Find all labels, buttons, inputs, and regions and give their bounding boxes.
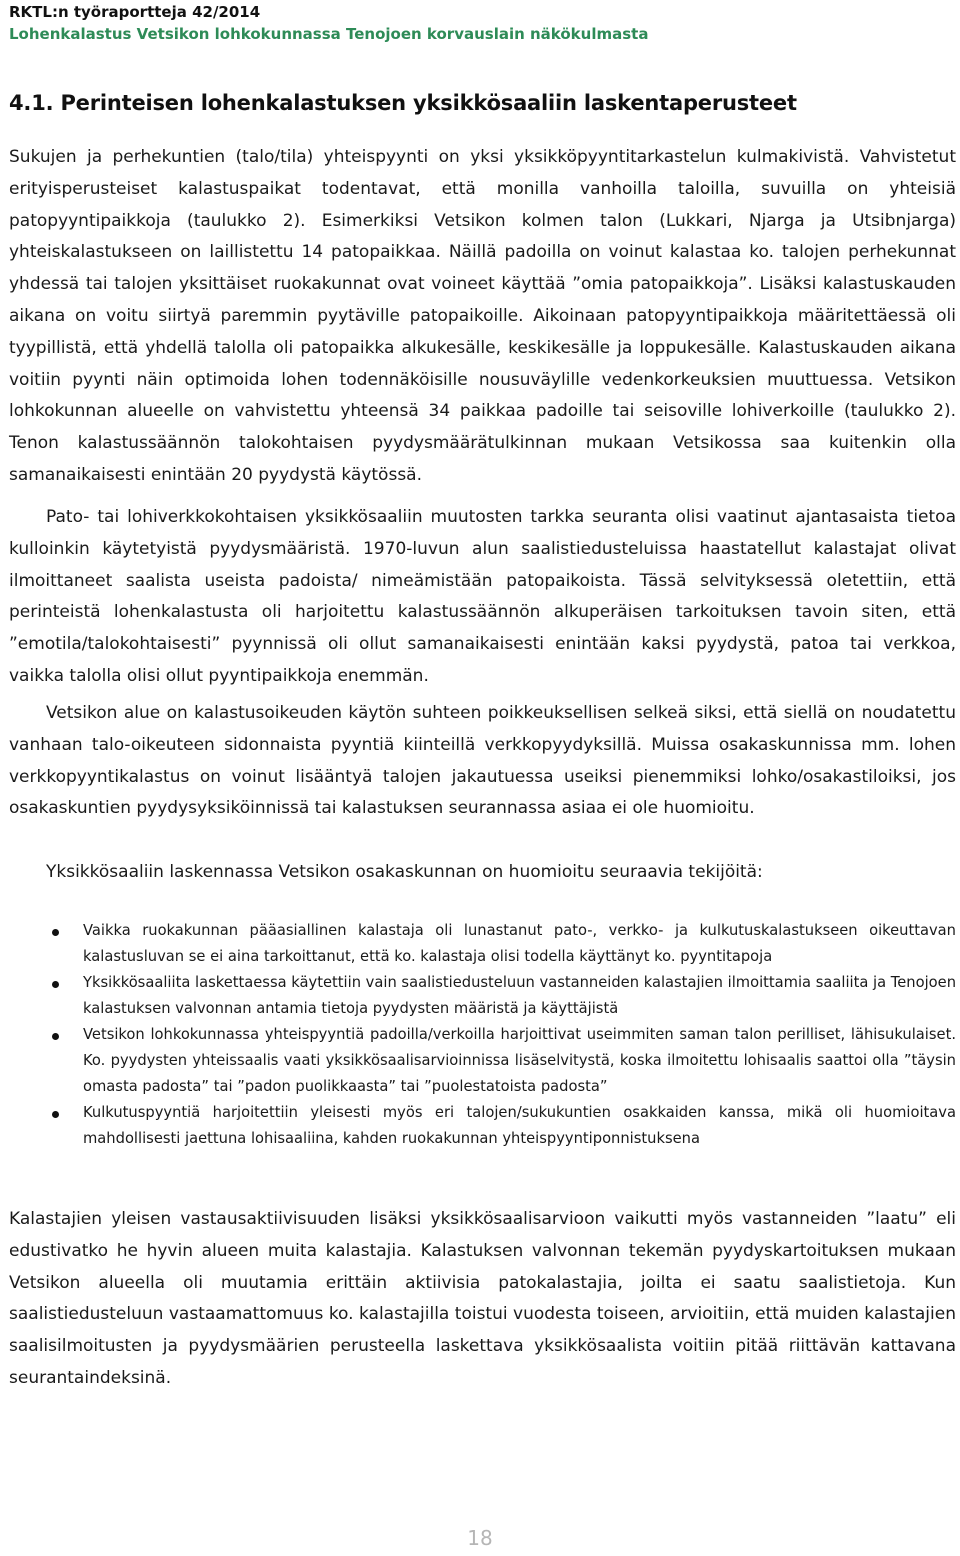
report-series-header: RKTL:n työraportteja 42/2014: [9, 3, 261, 21]
bullet-icon: [52, 1111, 59, 1118]
list-item: [50, 918, 956, 970]
paragraph-3: Vetsikon alue on kalastusoikeuden käytön suhteen poikkeuksellisen selkeä siksi, että siellä on noudatettu vanhaan talo-oikeuteen sidonnaista pyyntiä kiinteillä verkkopyydyksillä. Muissa osakaskunnissa mm. lohen verkkopyyntikalastus on voinut lisääntyä talojen jakautuessa useiksi pienemmiksi lohko/osakastiloiksi, jos osakaskuntien pyydysyksiköinnissä tai kalastuksen seurannassa asiaa ei ole huomioitu.: [9, 703, 956, 819]
paragraph-1: Sukujen ja perhekuntien (talo/tila) yhteispyynti on yksi yksikköpyyntitarkastelun kulmakivistä. Vahvistetut erityisperusteiset kalastuspaikat todentavat, että monilla vanhoilla taloilla, suvuilla on yhteisiä patopyyntipaikkoja (taulukko 2). Esimerkiksi Vetsikon kolmen talon (Lukkari, Njarga ja Utsibnjarga) yhteiskalastukseen on laillistettu 14 patopaikkaa. Näillä padoilla on voinut kalastaa ko. talojen perhekunnat yhdessä tai talojen yksittäiset ruokakunnat ovat voineet käyttää ”omia patopaikkoja”. Lisäksi kalastuskauden aikana on voitu siirtyä paremmin pyytäville patopaikoille. Aikoinaan patopyyntipaikkoja määritettäessä oli tyypillistä, että yhdellä talolla oli patopaikka alkukesälle, keskikesälle ja loppukesälle. Kalastuskauden aikana voitiin pyynti näin optimoida lohen todennäköisille nousuväylille vedenkorkeuksien muuttuessa. Vetsikon lohkokunnan alueelle on vahvistettu yhteensä 34 paikkaa padoille tai seisoville lohiverkoille (taulukko 2). Tenon kalastussäännön talokohtaisen pyydysmäärätulkinnan mukaan Vetsikossa saa kuitenkin olla samanaikaisesti enintään 20 pyydystä käytössä.: [9, 147, 956, 485]
paragraph-4: Yksikkösaaliin laskennassa Vetsikon osakaskunnan on huomioitu seuraavia tekijöitä:: [46, 862, 763, 882]
section-heading: 4.1. Perinteisen lohenkalastuksen yksikkösaaliin laskentaperusteet: [9, 91, 797, 115]
bullet-icon: [52, 1033, 59, 1040]
list-item-text: Yksikkösaaliita laskettaessa käytettiin vain saalistiedusteluun vastanneiden kalastajien ilmoittamia saaliita ja Tenojoen kalastuksen valvonnan antamia tietoja pyydysten määristä ja käyttäjistä: [83, 974, 957, 1017]
report-title-header: Lohenkalastus Vetsikon lohkokunnassa Tenojoen korvauslain näkökulmasta: [9, 25, 649, 43]
list-item: [50, 970, 956, 1022]
list-item-text: Vetsikon lohkokunnassa yhteispyyntiä padoilla/verkoilla harjoittivat useimmiten saman talon perilliset, lähisukulaiset. Ko. pyydysten yhteissaalis vaati yksikkösaalisarvioinnissa lisäselvitystä, koska ilmoitettu lohisaalis saattoi olla ”täysin omasta padosta” tai ”padon puolikkaasta” tai ”puolestatoista padosta”: [83, 1026, 956, 1095]
paragraph-2: Pato- tai lohiverkkokohtaisen yksikkösaaliin muutosten tarkka seuranta olisi vaatinut ajantasaista tietoa kulloinkin käytetyistä pyydysmääristä. 1970-luvun alun saalistiedusteluissa haastatellut kalastajat olivat ilmoittaneet saalista useista padoista/ nimeämistään patopaikoista. Tässä selvityksessä oletettiin, että perinteistä lohenkalastusta oli harjoitettu kalastussäännön alkuperäisen tarkoituksen tavoin siten, että ”emotila/talokohtaisesti” pyynnissä oli ollut samanaikaisesti enintään kaksi pyydystä, patoa tai verkkoa, vaikka talolla olisi ollut pyyntipaikkoja enemmän.: [9, 507, 956, 686]
bullet-icon: [52, 981, 59, 988]
paragraph-5: Kalastajien yleisen vastausaktiivisuuden lisäksi yksikkösaalisarvioon vaikutti myös vastanneiden ”laatu” eli edustivatko he hyvin alueen muita kalastajia. Kalastuksen valvonnan tekemän pyydyskartoituksen mukaan Vetsikon alueella oli muutamia erittäin aktiivisia patokalastajia, joilta ei saatu saalistietoja. Kun saalistiedusteluun vastaamattomuus ko. kalastajilla toistui vuodesta toiseen, arvioitiin, että muiden kalastajien saalisilmoitusten ja pyydysmäärien perusteella laskettava yksikkösaalista voitiin pitää riittävän kattavana seurantaindeksinä.: [9, 1209, 956, 1388]
list-item-text: Vaikka ruokakunnan pääasiallinen kalastaja oli lunastanut pato-, verkko- ja kulkutuskalastukseen oikeuttavan kalastusluvan se ei aina tarkoittanut, että ko. kalastaja olisi todella käyttänyt ko. pyyntitapoja: [83, 922, 956, 965]
list-item-text: Kulkutuspyyntiä harjoitettiin yleisesti myös eri talojen/sukukuntien osakkaiden kanssa, mikä oli huomioitava mahdollisesti jaettuna lohisaaliina, kahden ruokakunnan yhteispyyntiponnistuksena: [83, 1104, 956, 1147]
page-number: 18: [467, 1526, 493, 1550]
list-item: [50, 1022, 956, 1100]
bullet-icon: [52, 929, 59, 936]
list-item: [50, 1100, 956, 1152]
factor-list: [50, 918, 956, 1152]
